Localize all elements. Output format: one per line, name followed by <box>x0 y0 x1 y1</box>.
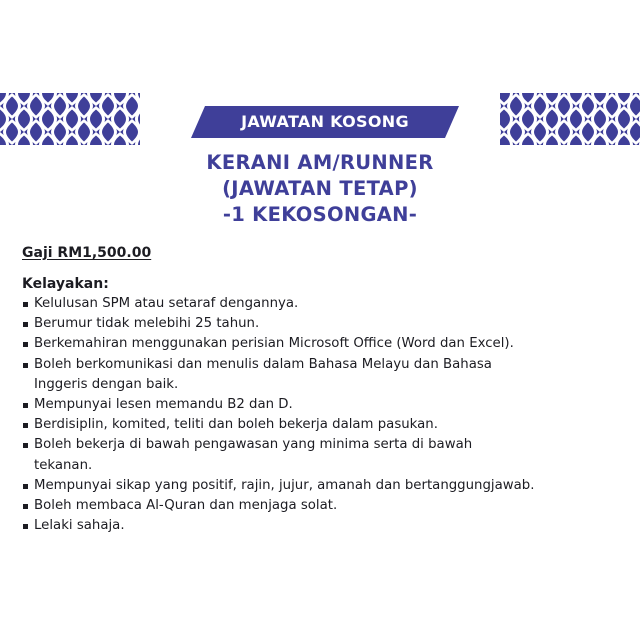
ogee-pattern-icon <box>500 93 640 145</box>
decorative-pattern-right <box>500 93 640 145</box>
header-banner <box>191 106 459 138</box>
requirement-item <box>22 435 634 475</box>
position-title-line-2: (JAWATAN TETAP) <box>222 177 418 200</box>
requirement-text: Boleh bekerja di bawah pengawasan yang minima serta di bawah <box>34 437 473 453</box>
requirement-text: Boleh berkomunikasi dan menulis dalam Bahasa Melayu dan Bahasa <box>34 356 492 372</box>
requirement-item <box>22 334 634 354</box>
requirement-item <box>22 355 634 395</box>
requirement-text: Mempunyai sikap yang positif, rajin, jujur, amanah dan bertanggungjawab. <box>34 477 535 493</box>
requirement-item <box>22 496 634 516</box>
requirements-heading: Kelayakan: <box>22 276 109 292</box>
position-title <box>140 150 500 228</box>
banner-label: JAWATAN KOSONG <box>241 112 409 131</box>
requirements-list <box>22 294 634 536</box>
requirement-text: Berumur tidak melebihi 25 tahun. <box>34 316 260 332</box>
requirement-text: Berdisiplin, komited, teliti dan boleh bekerja dalam pasukan. <box>34 417 438 433</box>
requirement-item <box>22 314 634 334</box>
requirement-item <box>22 516 634 536</box>
requirement-item <box>22 395 634 415</box>
ogee-pattern-icon <box>0 93 140 145</box>
requirement-item <box>22 415 634 435</box>
decorative-pattern-left <box>0 93 140 145</box>
requirement-text: Kelulusan SPM atau setaraf dengannya. <box>34 296 299 311</box>
requirement-text: Berkemahiran menggunakan perisian Microsoft Office (Word dan Excel). <box>34 336 514 352</box>
requirement-text-continued: Inggeris dengan baik. <box>34 376 179 392</box>
position-title-line-1: KERANI AM/RUNNER <box>206 151 434 174</box>
position-title-line-3: -1 KEKOSONGAN- <box>222 203 418 226</box>
salary-label: Gaji RM1,500.00 <box>22 245 152 261</box>
requirement-text-continued: tekanan. <box>34 457 93 473</box>
requirement-text: Boleh membaca Al-Quran dan menjaga solat. <box>34 498 338 514</box>
requirement-text: Mempunyai lesen memandu B2 dan D. <box>34 397 293 413</box>
requirement-text: Lelaki sahaja. <box>34 518 125 534</box>
requirement-item <box>22 294 634 314</box>
requirement-item <box>22 476 634 496</box>
